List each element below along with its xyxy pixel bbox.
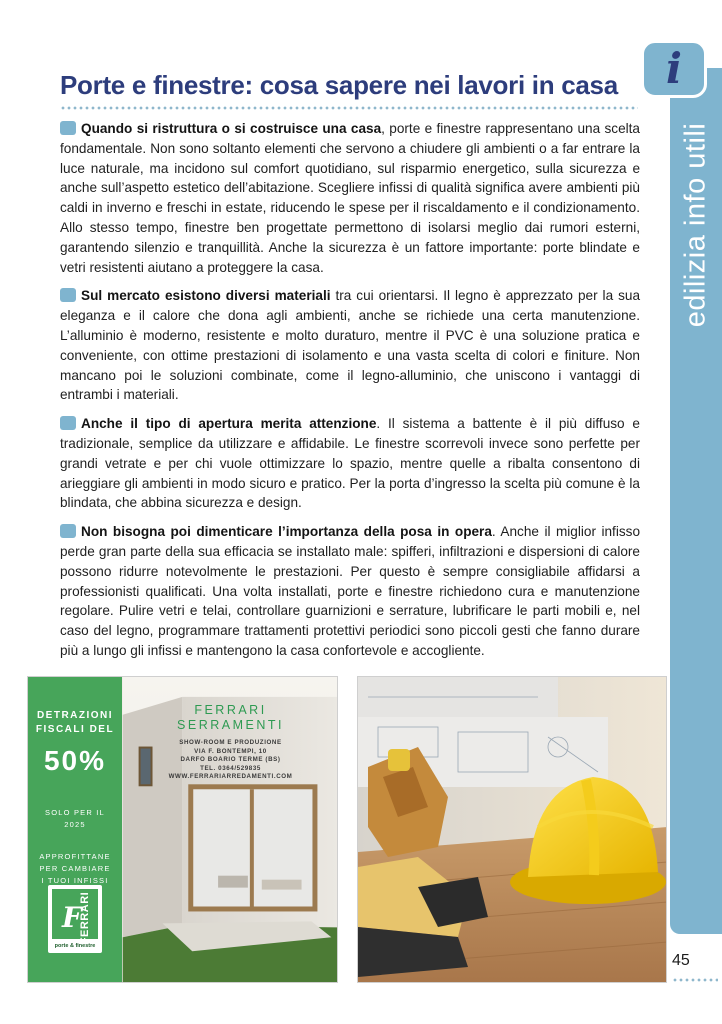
paragraph-2	[60, 286, 640, 405]
paragraph-lead: Quando si ristruttura o si costruisce una casa	[81, 121, 382, 136]
logo-tagline: porte & finestre	[54, 943, 96, 949]
square-bullet-icon	[60, 524, 76, 538]
paragraph-lead: Anche il tipo di apertura merita attenzione	[81, 416, 377, 432]
paragraph-lead: Sul mercato esistono diversi materiali	[81, 288, 331, 304]
paragraph-1	[60, 119, 640, 277]
ferrari-logo-mark	[52, 889, 98, 945]
ferrari-logo	[48, 885, 102, 953]
ad-address-line: WWW.FERRARIARREDAMENTI.COM	[168, 773, 293, 781]
page-dotted-divider	[672, 978, 718, 982]
paragraph-text: . Il sistema a battente è il più diffuso e tradizionale, semplice da utilizzare e affidabile. Le finestre scorrevoli invece sono perfette per grandi vetrate e per chi vuole ottimizzare lo spazio, mentre quelle a ribalta consentono di arieggiare gli ambienti in modo sicuro e pratico. Per la porta d’ingresso la scelta più comune è la blindata, che abbina sicurezza e design.	[60, 416, 640, 511]
article-body	[60, 119, 640, 670]
logo-f-glyph: F	[62, 901, 82, 934]
ad-brand-line1: FERRARI	[194, 703, 267, 717]
ad-promo-panel	[28, 677, 122, 982]
square-bullet-icon	[60, 288, 76, 302]
ad-approfittane-line1: APPROFITTANE	[39, 852, 111, 861]
section-label: edilizia info utili	[679, 122, 712, 328]
paragraph-text: . Anche il miglior infisso perde gran parte della sua efficacia se installato male: spifferi, infiltrazioni e dispersioni di calore possono ridurre notevolmente le prestazioni. Per questo è sempre consigliabile affidarsi a professionisti qualificati. Una volta installati, porte e finestre richiedono cura e manutenzione regolare. Pulire vetri e telai, controllare guarnizioni e serrature, lubrificare le parti mobili e, nel caso del legno, programmare trattamenti protettivi periodici sono piccoli gesti che fanno durare più a lungo gli infissi e mantengono la casa confortevole e accogliente.	[60, 524, 641, 658]
info-icon	[641, 40, 707, 98]
ad-percent: 50%	[43, 745, 107, 776]
square-bullet-icon	[60, 416, 76, 430]
square-bullet-icon	[60, 121, 76, 135]
construction-photo	[357, 676, 667, 983]
ad-solo-line2: 2025	[64, 820, 86, 829]
paragraph-text: tra cui orientarsi. Il legno è apprezzato per la sua eleganza e il calore che dona agli ambienti, anche se richiede una certa manutenzione. L’alluminio è moderno, resistente e molto duraturo, mentre il PVC è una soluzione pratica e conveniente, con ottime prestazioni di isolamento e una vasta scelta di colori e finiture. Non mancano poi le soluzioni combinate, come il legno-alluminio, che uniscono i vantaggi di entrambi i materiali.	[60, 288, 641, 403]
ad-detrazioni-line1: DETRAZIONI	[36, 710, 114, 721]
title-dotted-divider	[60, 106, 638, 110]
ad-solo-text	[28, 807, 122, 831]
logo-name: FERRARI	[79, 891, 91, 945]
page-number: 45	[672, 952, 690, 969]
paragraph-4	[60, 522, 640, 661]
paragraph-text: , porte e finestre rappresentano una scelta fondamentale. Non sono soltanto elementi che servono a chiudere gli ambienti o a far entrare la luce naturale, ma incidono sul comfort quotidiano, sul risparmio energetico, sulla sicurezza e anche sull’aspetto estetico dell’abitazione. Scegliere infissi di qualità significa avere ambienti più caldi in inverno e freschi in estate, riducendo le spese per il riscaldamento e il condizionamento. Allo stesso tempo, finestre ben progettate permettono di isolarsi meglio dai rumori esterni, garantendo silenzio e tranquillità. Anche la sicurezza è un fattore importante: porte blindate e vetri resistenti aiutano a proteggere la casa.	[60, 121, 640, 275]
ad-approfittane-line3: I TUOI INFISSI	[41, 876, 109, 885]
ad-approfittane-line2: PER CAMBIARE	[39, 864, 111, 873]
hard-hat-blueprints-image	[358, 677, 667, 983]
paragraph-3	[60, 414, 640, 513]
ad-address-line: VIA F. BONTEMPI, 10	[194, 747, 267, 755]
ad-brand-line2: SERRAMENTI	[177, 718, 284, 732]
ad-address-line: TEL. 0364/529835	[200, 764, 261, 772]
ad-address-line: SHOW-ROOM E PRODUZIONE	[179, 739, 282, 746]
article-title: Porte e finestre: cosa sapere nei lavori in casa	[60, 70, 618, 100]
info-badge-letter: i	[666, 44, 682, 93]
paragraph-lead: Non bisogna poi dimenticare l’importanza della posa in opera	[81, 524, 492, 540]
ad-address-line: DARFO BOARIO TERME (BS)	[180, 756, 281, 764]
ferrari-serramenti-ad	[27, 676, 338, 983]
ad-brand-name	[122, 703, 338, 733]
ad-approfittane-text	[28, 851, 122, 887]
ad-address	[122, 739, 338, 782]
ad-detrazioni-line2: FISCALI DEL	[35, 724, 115, 735]
ad-detrazioni-text	[28, 709, 122, 737]
ad-solo-line1: SOLO PER IL	[45, 808, 105, 817]
